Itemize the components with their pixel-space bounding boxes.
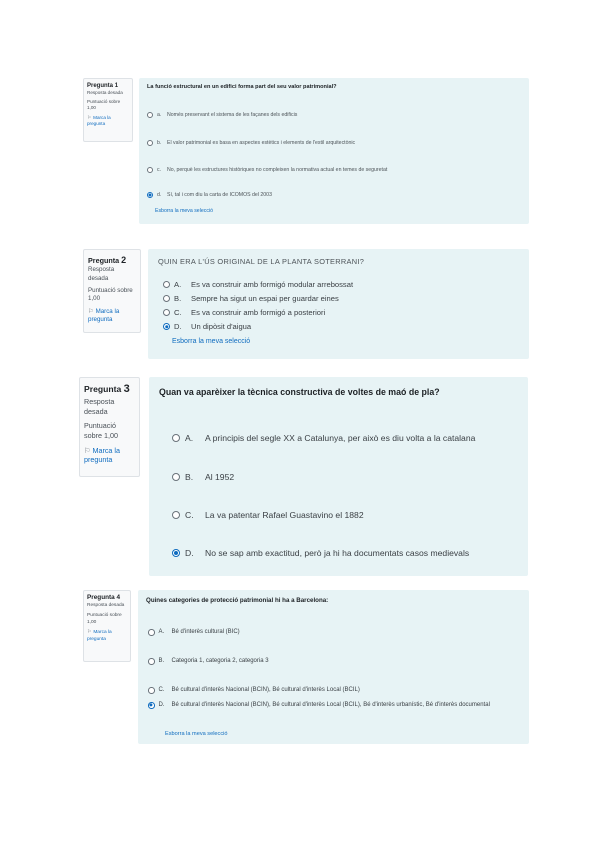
flag-question-link[interactable]: ⚐ Marca la pregunta <box>87 114 111 126</box>
question-info <box>83 249 141 333</box>
question-content <box>148 249 529 359</box>
radio-button[interactable] <box>163 309 170 316</box>
clear-selection-link[interactable]: Esborra la meva selecció <box>155 208 213 214</box>
radio-button-selected[interactable] <box>148 702 155 709</box>
question-text: Quan va aparèixer la tècnica constructiva de voltes de maó de pla? <box>159 387 440 397</box>
radio-button[interactable] <box>172 511 180 519</box>
answer-option-d[interactable]: d. Sí, tal i com diu la carta de ICOMOS del 2003 <box>147 192 272 198</box>
clear-selection-link[interactable]: Esborra la meva selecció <box>165 731 228 737</box>
question-points: Puntuació sobre 1,00 <box>84 421 118 440</box>
radio-button[interactable] <box>172 434 180 442</box>
question-content <box>149 377 528 576</box>
answer-option-a[interactable]: A. A principis del segle XX a Catalunya, per això es diu volta a la catalana <box>172 433 475 443</box>
radio-button[interactable] <box>147 112 153 118</box>
flag-question-link[interactable]: ⚐ Marca la pregunta <box>84 445 121 465</box>
answer-option-b[interactable]: B. Sempre ha sigut un espai per guardar eines <box>163 294 339 303</box>
answer-option-d[interactable]: D. Bé cultural d'interès Nacional (BCIN), Bé cultural d'interès Local (BCIL), Bé d'interès urbanístic, Bé d'interès documental <box>148 702 490 709</box>
radio-button-selected[interactable] <box>163 323 170 330</box>
question-points: Puntuació sobre 1,00 <box>87 613 122 625</box>
radio-button-selected[interactable] <box>147 192 153 198</box>
flag-icon: ⚐ <box>88 307 94 315</box>
answer-option-d[interactable]: D. No se sap amb exactitud, però ja hi ha documentats casos medievals <box>172 548 469 558</box>
question-number: Pregunta 2 <box>88 255 127 265</box>
radio-button[interactable] <box>147 140 153 146</box>
answer-option-b[interactable]: B. Al 1952 <box>172 472 234 482</box>
question-status: Resposta desada <box>88 266 115 282</box>
question-status: Resposta desada <box>87 90 123 96</box>
flag-question-link[interactable]: ⚐ Marca la pregunta <box>87 630 112 642</box>
answer-option-c[interactable]: c. No, perquè les estructures històriques no compleixen la normativa actual en temes de seguretat <box>147 167 387 173</box>
question-points: Puntuació sobre 1,00 <box>88 286 133 303</box>
flag-icon: ⚐ <box>84 445 91 455</box>
clear-selection-link[interactable]: Esborra la meva selecció <box>172 338 251 345</box>
answer-option-a[interactable]: A. Es va construir amb formigó modular arrebossat <box>163 280 353 289</box>
question-info <box>83 78 133 142</box>
question-content <box>138 590 529 744</box>
question-content <box>139 78 529 224</box>
answer-option-c[interactable]: C. Bé cultural d'interès Nacional (BCIN), Bé cultural d'interès Local (BCIL) <box>148 687 360 694</box>
answer-option-a[interactable]: A. Bé d'interès cultural (BIC) <box>148 629 240 636</box>
flag-icon: ⚐ <box>87 630 92 636</box>
answer-option-a[interactable]: a. Només preservant el sistema de les façanes dels edificis <box>147 112 297 118</box>
radio-button[interactable] <box>163 281 170 288</box>
question-status: Resposta desada <box>87 602 125 608</box>
question-info <box>79 377 140 477</box>
radio-button[interactable] <box>148 629 155 636</box>
question-text: La funció estructural en un edifici forma part del seu valor patrimonial? <box>147 84 337 90</box>
question-number: Pregunta 3 <box>84 383 130 395</box>
radio-button[interactable] <box>163 295 170 302</box>
question-info <box>83 590 131 662</box>
answer-option-d[interactable]: D. Un dipòsit d'aigua <box>163 322 251 331</box>
flag-question-link[interactable]: ⚐ Marca la pregunta <box>88 307 120 323</box>
radio-button[interactable] <box>147 167 153 173</box>
answer-option-b[interactable]: b. El valor patrimonial es basa en aspectes estètics i elements de l'estil arquitectònic <box>147 140 355 146</box>
question-text: QUIN ERA L'ÚS ORIGINAL DE LA PLANTA SOTERRANI? <box>158 257 365 266</box>
radio-button-selected[interactable] <box>172 549 180 557</box>
answer-option-c[interactable]: C. La va patentar Rafael Guastavino el 1882 <box>172 510 364 520</box>
answer-option-b[interactable]: B. Categoria 1, categoria 2, categoria 3 <box>148 658 269 665</box>
question-status: Resposta desada <box>84 396 115 416</box>
radio-button[interactable] <box>172 473 180 481</box>
question-number: Pregunta 4 <box>87 594 121 601</box>
question-number: Pregunta 1 <box>87 83 119 89</box>
answer-option-c[interactable]: C. Es va construir amb formigó a posteriori <box>163 308 325 317</box>
question-text: Quines categories de protecció patrimonial hi ha a Barcelona: <box>146 597 329 604</box>
question-points: Puntuació sobre 1,00 <box>87 99 121 111</box>
radio-button[interactable] <box>148 658 155 665</box>
flag-icon: ⚐ <box>87 114 92 120</box>
radio-button[interactable] <box>148 687 155 694</box>
